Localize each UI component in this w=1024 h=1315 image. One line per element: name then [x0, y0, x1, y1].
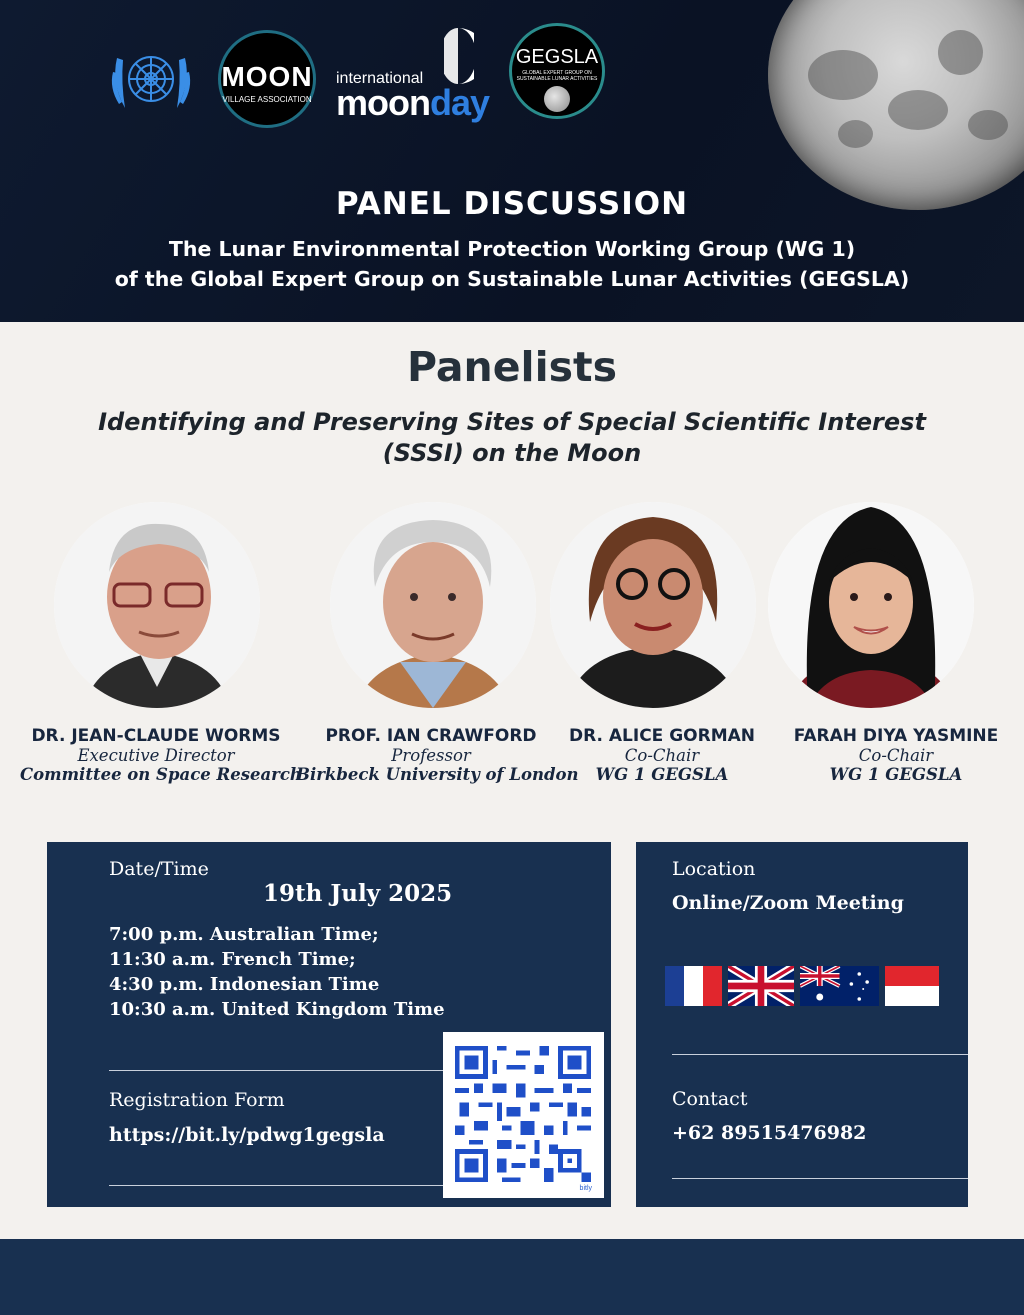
divider: [672, 1054, 968, 1055]
gegsla-logo-title: GEGSLA: [515, 46, 599, 68]
panel-topic-line1: Identifying and Preserving Sites of Special Scientific Interest: [98, 408, 926, 436]
header-banner: [0, 0, 1024, 322]
registration-label: Registration Form: [109, 1089, 285, 1111]
united-nations-logo: [103, 38, 199, 124]
imd-logo-day: day: [429, 82, 490, 123]
event-date: 19th July 2025: [263, 880, 453, 907]
qr-code-icon: [455, 1046, 591, 1182]
event-subtitle-line2: of the Global Expert Group on Sustainable Lunar Activities (GEGSLA): [114, 267, 910, 291]
panelist-name: PROF. IAN CRAWFORD: [325, 726, 537, 746]
imd-logo-moonday: [336, 82, 489, 124]
location-value: Online/Zoom Meeting: [672, 892, 904, 914]
mva-logo-title: MOON: [221, 61, 313, 92]
panelists-heading: Panelists: [406, 343, 618, 391]
panelist-photo-yasmine: [768, 502, 974, 708]
panelist-card: [778, 726, 1014, 784]
event-times: [109, 922, 445, 1022]
panelist-organization: Committee on Space Research: [20, 765, 302, 784]
panelist-role: Co-Chair: [858, 746, 934, 765]
uk-flag-icon: [728, 966, 794, 1006]
panel-discussion-title: PANEL DISCUSSION: [335, 186, 689, 222]
portrait-icon: [54, 502, 260, 708]
panel-topic-line2: (SSSI) on the Moon: [382, 439, 642, 467]
panelist-name: FARAH DIYA YASMINE: [793, 726, 999, 746]
mva-logo-subtitle: VILLAGE ASSOCIATION: [222, 95, 312, 104]
australia-flag-icon: [800, 966, 879, 1006]
event-subtitle: [0, 234, 1024, 294]
divider: [109, 1185, 443, 1186]
panelist-photo-crawford: [330, 502, 536, 708]
panelist-card: [20, 726, 302, 784]
crescent-moon-icon: [444, 28, 474, 84]
divider: [109, 1070, 443, 1071]
portrait-icon: [768, 502, 974, 708]
portrait-icon: [330, 502, 536, 708]
panelist-organization: Birkbeck University of London: [296, 765, 579, 784]
location-contact-box: [636, 842, 968, 1207]
panelist-role: Professor: [391, 746, 471, 765]
registration-link[interactable]: https://bit.ly/pdwg1gegsla: [109, 1124, 385, 1146]
contact-label: Contact: [672, 1088, 748, 1110]
time-uk: 10:30 a.m. United Kingdom Time: [109, 999, 445, 1020]
panelist-organization: WG 1 GEGSLA: [829, 765, 963, 784]
panelist-card: [296, 726, 579, 784]
moon-image: [768, 0, 1024, 210]
panelist-photo-worms: [54, 502, 260, 708]
location-label: Location: [672, 858, 756, 880]
un-emblem-icon: [103, 38, 199, 124]
panelist-card: [558, 726, 766, 784]
panelist-organization: WG 1 GEGSLA: [595, 765, 729, 784]
panelist-role: Co-Chair: [624, 746, 700, 765]
registration-qr-code[interactable]: [443, 1032, 604, 1198]
date-time-label: Date/Time: [109, 858, 209, 880]
gegsla-logo: [509, 23, 605, 119]
qr-brand: bitly: [579, 1185, 592, 1192]
panel-topic: [40, 407, 984, 469]
divider: [672, 1178, 968, 1179]
france-flag-icon: [665, 966, 722, 1006]
moon-village-association-logo: [218, 30, 316, 128]
contact-phone[interactable]: +62 89515476982: [672, 1122, 867, 1144]
gegsla-logo-subtitle: GLOBAL EXPERT GROUP ON SUSTAINABLE LUNAR ACTIVITIES: [516, 70, 598, 82]
panelist-role: Executive Director: [77, 746, 235, 765]
time-indonesia: 4:30 p.m. Indonesian Time: [109, 974, 380, 995]
panelist-photo-gorman: [550, 502, 756, 708]
portrait-icon: [550, 502, 756, 708]
indonesia-flag-icon: [885, 966, 939, 1006]
imd-logo-international: international: [336, 70, 424, 87]
gegsla-moon-icon: [544, 86, 570, 112]
footer-bar: [0, 1239, 1024, 1315]
panelist-name: DR. ALICE GORMAN: [568, 726, 755, 746]
international-moon-day-logo: [336, 26, 506, 126]
panelist-name: DR. JEAN-CLAUDE WORMS: [31, 726, 281, 746]
time-france: 11:30 a.m. French Time;: [109, 949, 356, 970]
event-subtitle-line1: The Lunar Environmental Protection Working Group (WG 1): [168, 237, 856, 261]
imd-logo-moon: moon: [336, 82, 430, 123]
time-australia: 7:00 p.m. Australian Time;: [109, 924, 379, 945]
